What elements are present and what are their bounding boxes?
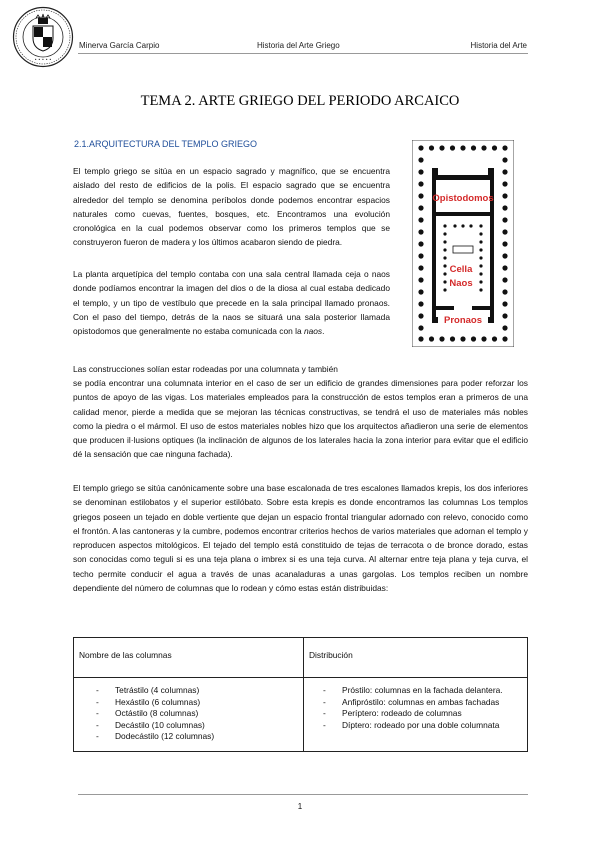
paragraph-2-text: La planta arquetípica del templo contaba con una sala central llamada ceja o naos donde podíamos encontrar la imagen del dios o de la diosa al cual estaba dedicado el templo, y un tipo de vestíbulo que precede en la sala principal llamado pronaos. Con el paso del tiempo, detrás de la naos se situará una sala posterior llamada opistodomos que generalmente no estaba comunicada con la	[73, 269, 390, 337]
header-subject: Historia del Arte	[470, 41, 527, 50]
paragraph-2: La planta arquetípica del templo contaba con una sala central llamada ceja o naos donde podíamos encontrar la imagen del dios o de la diosa al cual estaba dedicado el templo, y un tipo de vestíbulo que precede en la sala principal llamado pronaos. Con el paso del tiempo, detrás de la naos se situará una sala posterior llamada opistodomos que generalmente no estaba comunicada con la naos.	[73, 269, 390, 337]
list-item: - Tetrástilo (4 columnas)	[115, 685, 303, 697]
list-item: - Octástilo (8 columnas)	[115, 708, 303, 720]
list-item: - Anfipróstilo: columnas en ambas fachadas	[342, 697, 514, 709]
header-divider	[78, 53, 528, 54]
list-item: - Dodecástilo (12 columnas)	[115, 731, 303, 743]
page-number: 1	[297, 802, 303, 811]
paragraph-3-first-line: Las construcciones solían estar rodeadas por una columnata y también	[73, 364, 338, 374]
list-item: - Hexástilo (6 columnas)	[115, 697, 303, 709]
plan-label-cella: Cella	[449, 264, 473, 275]
table-row	[74, 678, 528, 752]
header-course: Historia del Arte Griego	[257, 41, 340, 50]
column-names-list	[74, 678, 303, 751]
paragraph-4: El templo griego se sitúa canónicamente sobre una base escalonada de tres escalones llamados krepis, los dos inferiores se denominan estilobatos y el superior estilóbato. Sobre esta krepis es donde encontramos las columnas Los templos griegos poseen un tejado en doble vertiente que dejan un espacio frontal triangular adornado con relevo, conocido como el frontón. A las cantoneras y la cumbre, podemos encontrar criterios hechos de varios materiales que adornan el templo y reproducen aspectos mitológicos. El tejado del templo está constituido de tejas de terracota o de bronce dorado, estas son conocidas como teguli si es una teja plana o imbrex si es una teja curva. Al alternar entre teja plana y teja curva, el techo permite conducir el agua a través de unas acanaladuras a unas gargolas. Los templos reciben un nombre dependiente del número de columnas que lo rodean y cómo estas están distribuidas:	[73, 483, 528, 594]
svg-text:• • • • •: • • • • •	[34, 57, 52, 62]
document-title: TEMA 2. ARTE GRIEGO DEL PERIODO ARCAICO	[140, 93, 460, 109]
temple-plan-image	[412, 140, 514, 347]
columns-table	[73, 637, 528, 752]
table-cell-names	[74, 678, 304, 752]
plan-label-opistodomos: Opistodomos	[432, 193, 494, 204]
plan-label-pronaos: Pronaos	[443, 315, 483, 326]
list-item: - Decástilo (10 columnas)	[115, 720, 303, 732]
table-header-cell	[304, 638, 528, 678]
list-item: - Próstilo: columnas en la fachada delantera.	[342, 685, 514, 697]
header-nombre: Nombre de las columnas	[79, 650, 172, 660]
distribution-list	[304, 678, 527, 739]
list-item: - Períptero: rodeado de columnas	[342, 708, 514, 720]
list-item: - Díptero: rodeado por una doble columnata	[342, 720, 514, 732]
university-seal-logo	[12, 6, 74, 68]
table-header-cell	[74, 638, 304, 678]
paragraph-1: El templo griego se sitúa en un espacio sagrado y magnífico, que se encuentra aislado del resto de edificios de la polis. El espacio sagrado que se encuentra alrededor del templo se denomina períbolos donde podemos encontrar espacios naturales como cuevas, fuentes, bosques, etc. Encontramos una evolución cronológica en la cual podemos observar como los primeros templos que se construyeron fueron de madera y los últimos acabaron siendo de piedra.	[73, 166, 390, 248]
paragraph-2-italic: naos	[303, 326, 323, 337]
header-author: Minerva García Carpio	[79, 41, 160, 50]
table-cell-distribution	[304, 678, 528, 752]
header-distribucion: Distribución	[309, 650, 353, 660]
section-heading: 2.1.ARQUITECTURA DEL TEMPLO GRIEGO	[74, 139, 258, 149]
footer-divider	[78, 794, 528, 795]
plan-label-naos: Naos	[449, 278, 473, 289]
paragraph-3: se podía encontrar una columnata interior en el caso de ser un edificio de grandes dimensiones para poder reforzar los puntos de apoyo de las vigas. Los materiales empleados para la construcción de estos templos eran a primeros de una calidad menor, pierde a medida que se mejoran las técnicas constructivas, se tendrá el uso de materiales más nobles como la piedra o el mármol. El uso de estos materiales nobles hizo que los arquitectos añadieron una serie de elementos que producen il·lusions optiques (la inclinación de algunos de los laterales hacia la zona interior para evitar que el edificio dé la sensación que cae ninguna fachada).	[73, 378, 528, 460]
table-header-row	[74, 638, 528, 678]
